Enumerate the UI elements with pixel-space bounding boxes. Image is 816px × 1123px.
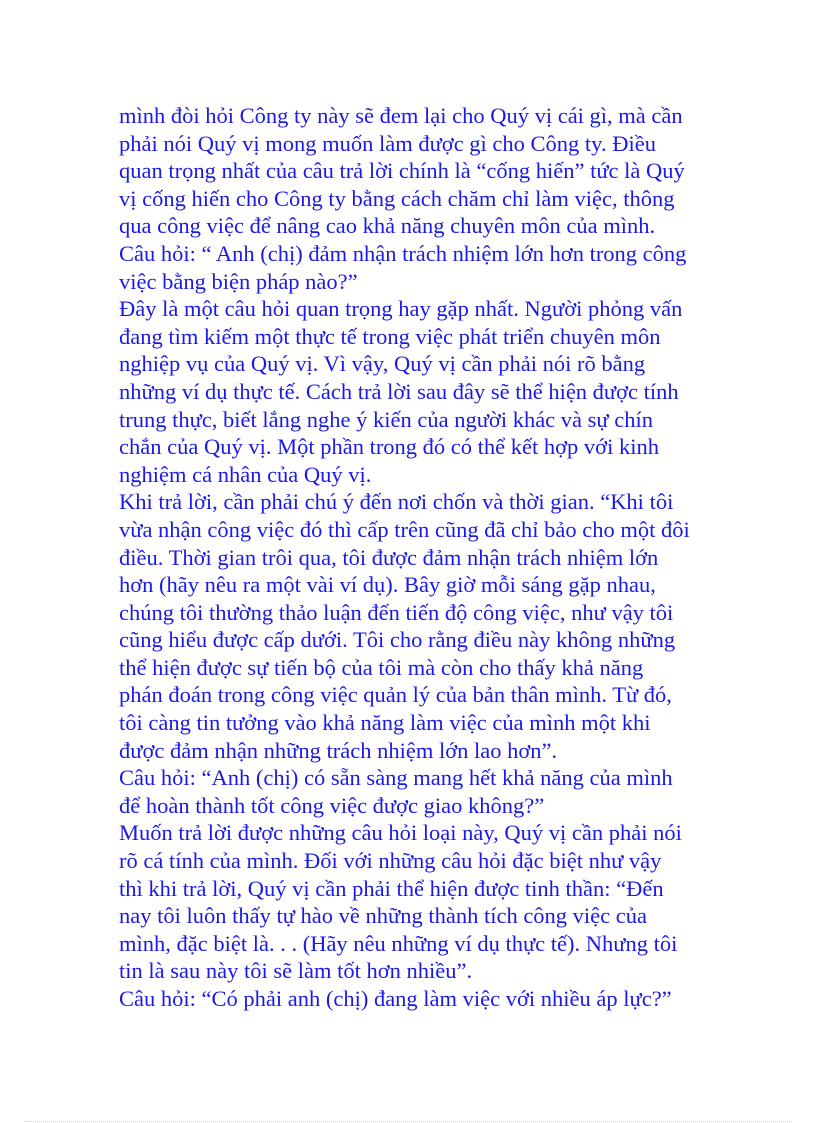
text-line: quan trọng nhất của câu trả lời chính là “cống hiến” tức là Quý <box>119 158 685 184</box>
question-line: Câu hỏi: “Anh (chị) có sẵn sàng mang hết khả năng của mình <box>119 765 673 791</box>
text-line: chắn của Quý vị. Một phần trong đó có thể kết hợp với kinh <box>119 434 659 460</box>
text-line: thể hiện được sự tiến bộ của tôi mà còn cho thấy khả năng <box>119 654 644 680</box>
text-line: Muốn trả lời được những câu hỏi loại này, Quý vị cần phải nói <box>119 820 682 846</box>
text-line: hơn (hãy nêu ra một vài ví dụ). Bây giờ mỗi sáng gặp nhau, <box>119 572 656 598</box>
text-line: Khi trả lời, cần phải chú ý đến nơi chốn và thời gian. “Khi tôi <box>119 489 674 515</box>
text-line: được đảm nhận những trách nhiệm lớn lao hơn”. <box>119 737 558 763</box>
text-line: nghiệp vụ của Quý vị. Vì vậy, Quý vị cần phải nói rõ bằng <box>119 351 646 377</box>
text-line: đang tìm kiếm một thực tế trong việc phát triển chuyên môn <box>119 323 661 349</box>
text-line: phải nói Quý vị mong muốn làm được gì cho Công ty. Điều <box>119 130 656 156</box>
text-line: nghiệm cá nhân của Quý vị. <box>119 461 372 487</box>
text-line: tin là sau này tôi sẽ làm tốt hơn nhiều”. <box>119 958 473 984</box>
text-line: qua công việc để nâng cao khả năng chuyên môn của mình. <box>119 213 656 239</box>
page-bottom-divider <box>24 1121 792 1122</box>
text-line: vừa nhận công việc đó thì cấp trên cũng đã chỉ bảo cho một đôi <box>119 516 690 542</box>
text-line: nay tôi luôn thấy tự hào về những thành tích công việc của <box>119 903 648 929</box>
text-line: rõ cá tính của mình. Đối với những câu hỏi đặc biệt như vậy <box>119 848 662 874</box>
text-line: trung thực, biết lắng nghe ý kiến của người khác và sự chín <box>119 406 653 432</box>
text-line: tôi càng tin tưởng vào khả năng làm việc của mình một khi <box>119 710 651 736</box>
text-line: vị cống hiến cho Công ty bằng cách chăm chỉ làm việc, thông <box>119 185 675 211</box>
question-line: Câu hỏi: “ Anh (chị) đảm nhận trách nhiệm lớn hơn trong công <box>119 240 687 266</box>
text-line: cũng hiểu được cấp dưới. Tôi cho rằng điều này không những <box>119 627 676 653</box>
body-text <box>119 102 719 1013</box>
text-line: thì khi trả lời, Quý vị cần phải thể hiện được tinh thần: “Đến <box>119 875 664 901</box>
question-line: để hoàn thành tốt công việc được giao không?” <box>119 792 545 818</box>
text-line: mình đòi hỏi Công ty này sẽ đem lại cho Quý vị cái gì, mà cần <box>119 103 683 128</box>
text-line: điều. Thời gian trôi qua, tôi được đảm nhận trách nhiệm lớn <box>119 544 659 570</box>
text-line: Đây là một câu hỏi quan trọng hay gặp nhất. Người phỏng vấn <box>119 296 683 322</box>
text-line: chúng tôi thường thảo luận đến tiến độ công việc, như vậy tôi <box>119 599 674 625</box>
text-line: những ví dụ thực tế. Cách trả lời sau đây sẽ thể hiện được tính <box>119 378 679 404</box>
question-line: việc bằng biện pháp nào?” <box>119 268 358 294</box>
text-line: mình, đặc biệt là. . . (Hãy nêu những ví dụ thực tế). Nhưng tôi <box>119 930 678 956</box>
question-line: Câu hỏi: “Có phải anh (chị) đang làm việc với nhiều áp lực?” <box>119 986 672 1011</box>
text-line: phán đoán trong công việc quản lý của bản thân mình. Từ đó, <box>119 682 672 708</box>
